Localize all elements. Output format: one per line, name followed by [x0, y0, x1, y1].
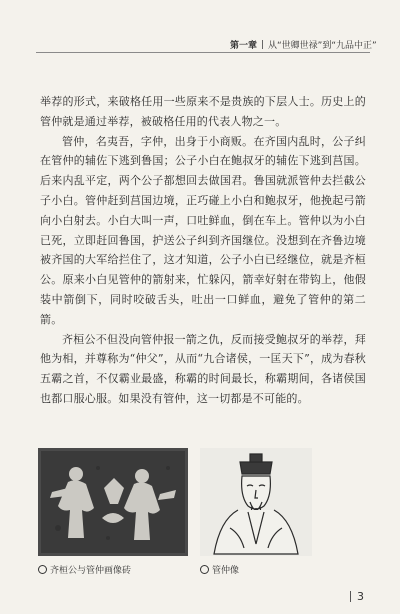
left-figure-caption: [38, 563, 131, 576]
left-caption-text: 齐桓公与管仲画像砖: [50, 566, 132, 576]
header-divider: [262, 40, 263, 49]
brick-relief-image: [38, 448, 188, 556]
chapter-label: 第一章: [230, 41, 258, 51]
page-number-text: 3: [357, 590, 364, 603]
body-text: [40, 92, 366, 409]
header-rule: [36, 52, 370, 53]
circle-bullet-icon: [38, 565, 47, 574]
circle-bullet-icon: [200, 565, 209, 574]
running-header: [230, 38, 377, 51]
page-number-divider: [350, 591, 351, 602]
paragraph-2: 管仲，名夷吾，字仲，出身于小商贩。在齐国内乱时，公子纠在管仲的辅佐下逃到鲁国；公子小白在鲍叔牙的辅佐下逃到莒国。后来内乱平定，两个公子都想回去做国君。鲁国就派管仲去拦截公子小白。管仲赶到莒国边境，正巧碰上小白和鲍叔牙，他挽起弓箭向小白射去。小白大叫一声，口吐鲜血，倒在车上。管仲以为小白已死，立即赶回鲁国，护送公子纠到齐国继位。没想到在齐鲁边境被齐国的大军给拦住了，这才知道，公子小白已经继位，就是齐桓公。原来小白见管仲的箭射来，忙躲闪，箭幸好射在带钩上，他假装中箭倒下，同时咬破舌头，吐出一口鲜血，避免了管仲的第二箭。: [40, 134, 366, 326]
page-number: [350, 590, 364, 603]
guan-zhong-portrait-image: [200, 448, 312, 556]
right-caption-text: 管仲像: [212, 566, 240, 576]
right-figure-caption: [200, 563, 239, 576]
paragraph-3: 齐桓公不但没向管仲报一箭之仇，反而接受鲍叔牙的举荐，拜他为相，并尊称为“仲父”，从而“九合诸侯，一匡天下”，成为春秋五霸之首，不仅霸业最盛，称霸的时间最长，称霸期间，各诸侯国也都口服心服。如果没有管仲，这一切都是不可能的。: [40, 332, 366, 405]
paragraph-1: 举荐的形式，来破格任用一些原来不是贵族的下层人士。历史上的管仲就是通过举荐，被破格任用的代表人物之一。: [40, 95, 366, 128]
chapter-title: 从“世卿世禄”到“九品中正”: [268, 41, 377, 51]
